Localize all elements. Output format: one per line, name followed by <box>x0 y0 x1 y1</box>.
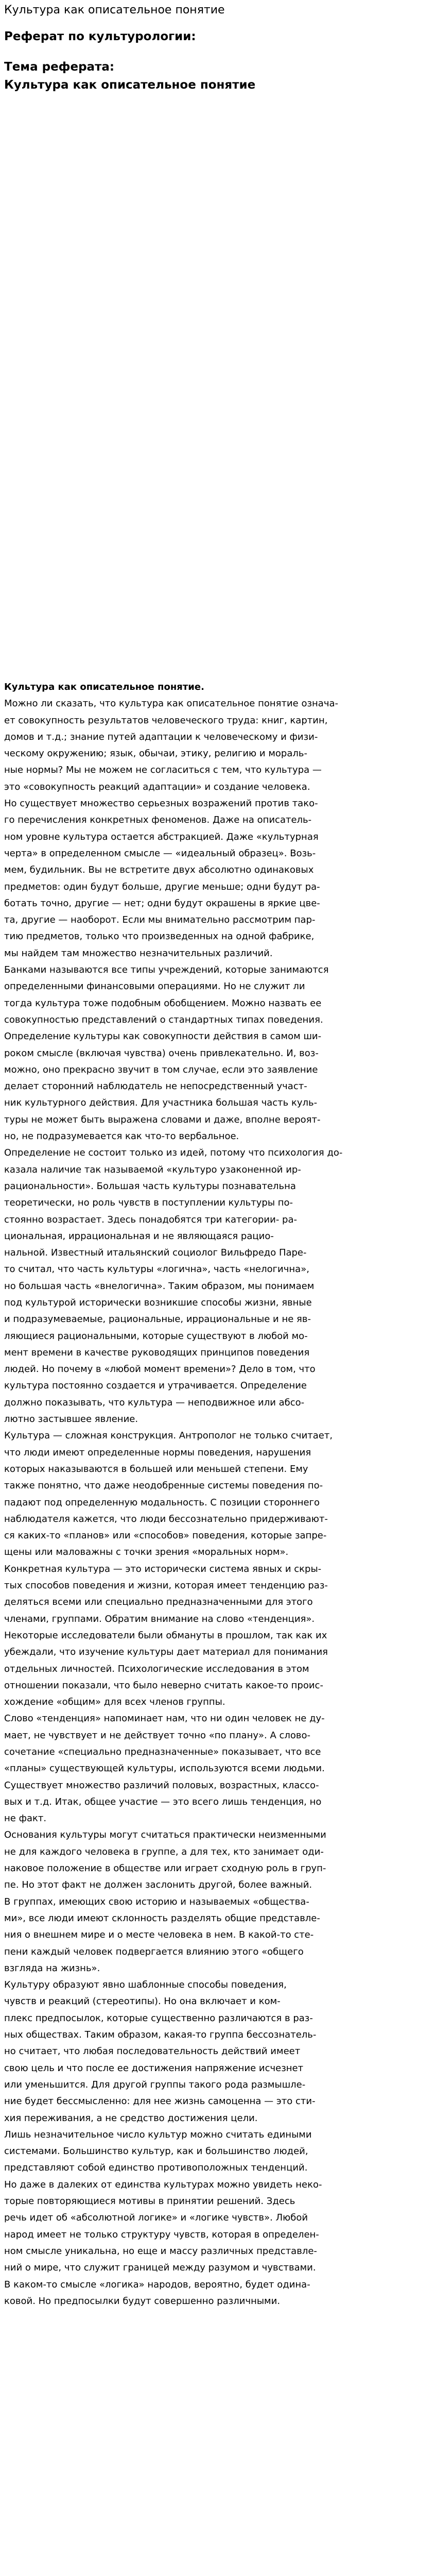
text-line: казала наличие так называемой «культуро узаконенной ир- <box>4 1164 301 1175</box>
text-line: речь идет об «абсолютной логике» и «логике чувств». Любой <box>4 2212 308 2224</box>
text-line: мы найдем там множество незначительных различий. <box>4 947 273 959</box>
text-line: ном смысле уникальна, но еще и массу различных представле- <box>4 2245 317 2257</box>
text-line: под культурой исторически возникшие способы жизни, явные <box>4 1297 312 1308</box>
text-line: щены или маловажны с точки зрения «моральных норм». <box>4 1547 289 1558</box>
text-line: ные нормы? Мы не можем не согласиться с тем, что культура — <box>4 765 322 776</box>
text-line: ния о внешнем мире и о месте человека в нем. В какой-то сте- <box>4 1929 314 1941</box>
text-line: ных обществах. Таким образом, какая-то группа бессознатель- <box>4 2029 317 2041</box>
text-line: предметов: один будут больше, другие меньше; одни будут ра- <box>4 881 320 892</box>
text-line: рациональности». Большая часть культуры познавательна <box>4 1180 296 1192</box>
text-line: Можно ли сказать, что культура как описательное понятие означа- <box>4 698 338 709</box>
text-line: хождение «общим» для всех членов группы. <box>4 1697 225 1708</box>
text-line: тых способов поведения и жизни, которая имеет тенденцию раз- <box>4 1580 328 1591</box>
text-line: мает, не чувствует и не действует точно «по плану». А слово- <box>4 1730 311 1741</box>
text-line: тию предметов, только что произведенных на одной фабрике, <box>4 931 315 942</box>
text-line: Культуру образуют явно шаблонные способы поведения, <box>4 1979 287 1991</box>
text-line: та, другие — наоборот. Если мы внимательно рассмотрим пар- <box>4 914 316 926</box>
text-line: чувств и реакций (стереотипы). Но она включает и ком- <box>4 1996 281 2007</box>
text-line: пе. Но этот факт не должен заслонить другой, более важный. <box>4 1879 312 1891</box>
text-line: и подразумеваемые, рациональные, иррациональные и не яв- <box>4 1314 311 1325</box>
text-line: отдельных личностей. Психологические исследования в этом <box>4 1663 309 1674</box>
text-line: системами. Большинство культур, как и большинство людей, <box>4 2146 308 2157</box>
text-line: это «совокупность реакций адаптации» и создание человека. <box>4 781 310 792</box>
text-line: но, не подразумевается как что-то вербальное. <box>4 1131 239 1142</box>
text-line: культура постоянно создается и утрачивается. Определение <box>4 1380 307 1392</box>
text-line: то считал, что часть культуры «логична», часть «нелогична», <box>4 1264 309 1275</box>
text-line: ляющиеся рациональными, которые существуют в любой мо- <box>4 1330 308 1342</box>
page-title: Культура как описательное понятие <box>4 4 225 16</box>
text-line: деляться всеми или специально предназначенными для этого <box>4 1597 313 1608</box>
text-line: Конкретная культура — это исторически система явных и скры- <box>4 1563 322 1574</box>
text-line: делает сторонний наблюдатель не непосредственный участ- <box>4 1081 307 1092</box>
text-line: взгляда на жизнь». <box>4 1962 100 1974</box>
text-line: туры не может быть выражена словами и даже, вполне вероят- <box>4 1114 321 1125</box>
text-line: народ имеет не только структуру чувств, которая в определен- <box>4 2229 319 2240</box>
text-line: лютно застывшее явление. <box>4 1414 138 1425</box>
text-line: В каком-то смысле «логика» народов, вероятно, будет одина- <box>4 2279 310 2290</box>
text-line: ся каких-то «планов» или «способов» поведения, которые запре- <box>4 1530 327 1541</box>
text-line: определенными финансовыми операциями. Но не служит ли <box>4 981 305 992</box>
text-line: В группах, имеющих свою историю и называемых «общества- <box>4 1896 309 1907</box>
text-line: ет совокупность результатов человеческого труда: книг, картин, <box>4 715 328 726</box>
text-line: падают под определенную модальность. С позиции стороннего <box>4 1497 320 1508</box>
text-line: также понятно, что даже неодобренные системы поведения по- <box>4 1480 323 1492</box>
text-line: Существует множество различий половых, возрастных, классо- <box>4 1780 319 1791</box>
text-line: мент времени в качестве руководящих принципов поведения <box>4 1347 310 1358</box>
text-line: роком смысле (включая чувства) очень привлекательно. И, воз- <box>4 1047 319 1059</box>
text-line: что люди имеют определенные нормы поведения, нарушения <box>4 1447 311 1458</box>
heading-essay: Реферат по культурологии: <box>4 30 196 43</box>
text-line: домов и т.д.; знание путей адаптации к человеческому и физи- <box>4 731 318 742</box>
text-line: не факт. <box>4 1813 47 1824</box>
text-line: теоретически, но роль чувств в поступлении культуры по- <box>4 1197 293 1209</box>
heading-topic: Культура как описательное понятие <box>4 78 256 92</box>
text-line: убеждали, что изучение культуры дает материал для понимания <box>4 1647 328 1658</box>
text-line: хия переживания, а не средство достижения цели. <box>4 2112 258 2124</box>
text-line: Но даже в далеких от единства культурах можно увидеть неко- <box>4 2179 322 2190</box>
text-line: ми», все люди имеют склонность разделять общие представле- <box>4 1912 320 1924</box>
text-line: стоянно возрастает. Здесь понадобятся три категории- ра- <box>4 1214 297 1225</box>
text-line: черта» в определенном смысле — «идеальный образец». Возь- <box>4 848 316 859</box>
text-line: ном уровне культура остается абстракцией. Даже «культурная <box>4 831 319 842</box>
text-line: но большая часть «внелогична». Таким образом, мы понимаем <box>4 1280 315 1292</box>
text-line: свою цель и что после ее достижения напряжение исчезнет <box>4 2062 304 2074</box>
text-line: пени каждый человек подвергается влиянию этого «общего <box>4 1946 304 1957</box>
text-line: сочетание «специально предназначенные» показывает, что все <box>4 1747 321 1757</box>
text-line: но считает, что любая последовательность действий имеет <box>4 2046 301 2057</box>
section-heading: Культура как описательное понятие. <box>4 682 204 692</box>
heading-topic-label: Тема реферата: <box>4 60 115 74</box>
text-line: «планы» существующей культуры, используются всеми людьми. <box>4 1763 325 1774</box>
text-line: ник культурного действия. Для участника большая часть куль- <box>4 1097 318 1109</box>
text-line: плекс предпосылок, которые существенно различаются в раз- <box>4 2012 313 2024</box>
text-line: ческому окружению; язык, обычаи, этику, религию и мораль- <box>4 748 307 759</box>
text-line: представляют собой единство противоположных тенденций. <box>4 2162 308 2174</box>
text-line: мем, будильник. Вы не встретите двух абсолютно одинаковых <box>4 865 314 876</box>
text-line: наковое положение в обществе или играет сходную роль в груп- <box>4 1863 326 1874</box>
text-line: нальной. Известный итальянский социолог Вильфредо Паре- <box>4 1247 307 1259</box>
text-line: Определение культуры как совокупности действия в самом ши- <box>4 1031 322 1042</box>
text-line: людей. Но почему в «любой момент времени»? Дело в том, что <box>4 1364 316 1375</box>
text-line: которых наказываются в большей или меньшей степени. Ему <box>4 1463 308 1475</box>
text-line: ний о мире, что служит границей между разумом и чувствами. <box>4 2262 316 2274</box>
text-line: должно показывать, что культура — неподвижное или абсо- <box>4 1397 305 1408</box>
text-line: го перечисления конкретных феноменов. Даже на описатель- <box>4 815 312 826</box>
text-line: Банками называются все типы учреждений, которые занимаются <box>4 964 329 976</box>
text-line: не для каждого человека в группе, а для тех, кто занимает оди- <box>4 1846 324 1857</box>
text-line: Культура — сложная конструкция. Антрополог не только считает, <box>4 1430 333 1442</box>
text-line: ние будет бессмысленно: для нее жизнь самоценна — это сти- <box>4 2096 316 2107</box>
text-line: можно, оно прекрасно звучит в том случае, если это заявление <box>4 1064 318 1075</box>
text-line: членами, группами. Обратим внимание на слово «тенденция». <box>4 1613 315 1624</box>
text-line: вых и т.д. Итак, общее участие — это всего лишь тенденция, но <box>4 1796 322 1807</box>
text-line: циональная, иррациональная и не являющаяся рацио- <box>4 1230 274 1242</box>
text-line: наблюдателя кажется, что люди бессознательно придерживают- <box>4 1513 328 1524</box>
text-line: Слово «тенденция» напоминает нам, что ни один человек не ду- <box>4 1713 325 1724</box>
text-line: ковой. Но предпосылки будут совершенно различными. <box>4 2295 281 2307</box>
text-line: или уменьшится. Для другой группы такого рода размышле- <box>4 2079 306 2090</box>
text-line: отношении показали, что было неверно считать какое-то проис- <box>4 1680 323 1691</box>
text-line: тогда культура тоже подобным обобщением. Можно назвать ее <box>4 997 322 1009</box>
text-line: Некоторые исследователи были обмануты в прошлом, так как их <box>4 1630 327 1641</box>
text-line: Но существует множество серьезных возражений против тако- <box>4 798 318 809</box>
essay-body <box>4 679 431 2310</box>
text-line: совокупностью представлений о стандартных типах поведения. <box>4 1014 323 1025</box>
text-line: ботать точно, другие — нет; одни будут окрашены в яркие цве- <box>4 897 320 909</box>
text-line: Основания культуры могут считаться практически неизменными <box>4 1829 326 1841</box>
text-line: Определение не состоит только из идей, потому что психология до- <box>4 1147 343 1159</box>
text-line: торые повторяющиеся мотивы в принятии решений. Здесь <box>4 2196 295 2207</box>
text-line: Лишь незначительное число культур можно считать едиными <box>4 2129 312 2140</box>
